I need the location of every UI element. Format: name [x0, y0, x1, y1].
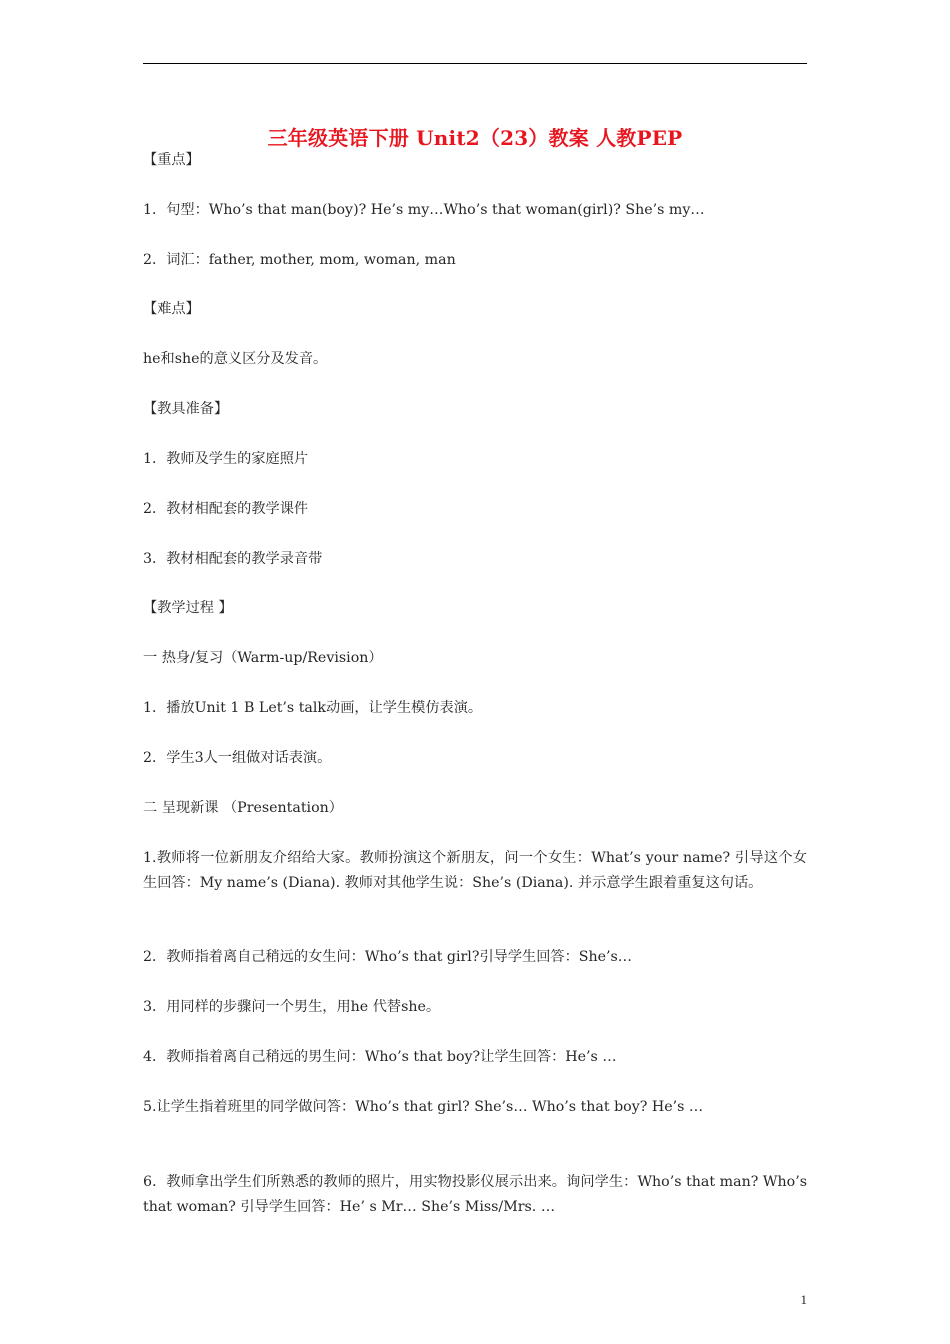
document-title: 三年级英语下册 Unit2（23）教案 人教PEP	[267, 126, 683, 150]
material-item: 3．教材相配套的教学录音带	[143, 551, 323, 567]
warm-up-heading: 一 热身/复习（Warm-up/Revision）	[143, 650, 383, 666]
presentation-item: 4．教师指着离自己稍远的男生问：Who’s that boy?让学生回答：He’s …	[143, 1049, 617, 1065]
difficult-points-heading: 【难点】	[143, 301, 200, 317]
materials-heading: 【教具准备】	[143, 401, 229, 417]
presentation-item: 1.教师将一位新朋友介绍给大家。教师扮演这个新朋友，问一个女生：What’s your name? 引导这个女生回答：My name’s (Diana). 教师对其他学生说：She’s (Diana). 并示意学生跟着重复这句话。	[143, 850, 807, 891]
presentation-item: 5.让学生指着班里的同学做问答：Who’s that girl? She’s… Who’s that boy? He’s …	[143, 1099, 704, 1115]
presentation-item: 2．教师指着离自己稍远的女生问：Who’s that girl?引导学生回答：She’s…	[143, 949, 632, 965]
material-item: 1．教师及学生的家庭照片	[143, 451, 309, 467]
warm-up-item: 1．播放Unit 1 B Let’s talk动画，让学生模仿表演。	[143, 700, 483, 716]
material-item: 2．教材相配套的教学课件	[143, 501, 309, 517]
page-number: 1	[800, 1292, 807, 1307]
warm-up-item: 2．学生3人一组做对话表演。	[143, 750, 332, 766]
difficult-point-text: he和she的意义区分及发音。	[143, 351, 328, 367]
key-points-heading: 【重点】	[143, 152, 200, 168]
key-point-vocabulary: 2．词汇：father, mother, mom, woman, man	[143, 252, 456, 268]
presentation-item: 3．用同样的步骤问一个男生，用he 代替she。	[143, 999, 441, 1015]
presentation-heading: 二 呈现新课 （Presentation）	[143, 800, 343, 816]
presentation-item: 6．教师拿出学生们所熟悉的教师的照片，用实物投影仪展示出来。询问学生：Who’s that man? Who’s that woman? 引导学生回答：He’ s Mr… She’s Miss/Mrs. …	[143, 1174, 807, 1215]
teaching-process-heading: 【教学过程 】	[143, 600, 233, 616]
key-point-sentence-patterns: 1．句型：Who’s that man(boy)? He’s my…Who’s that woman(girl)? She’s my…	[143, 202, 705, 218]
header-rule	[143, 63, 807, 64]
